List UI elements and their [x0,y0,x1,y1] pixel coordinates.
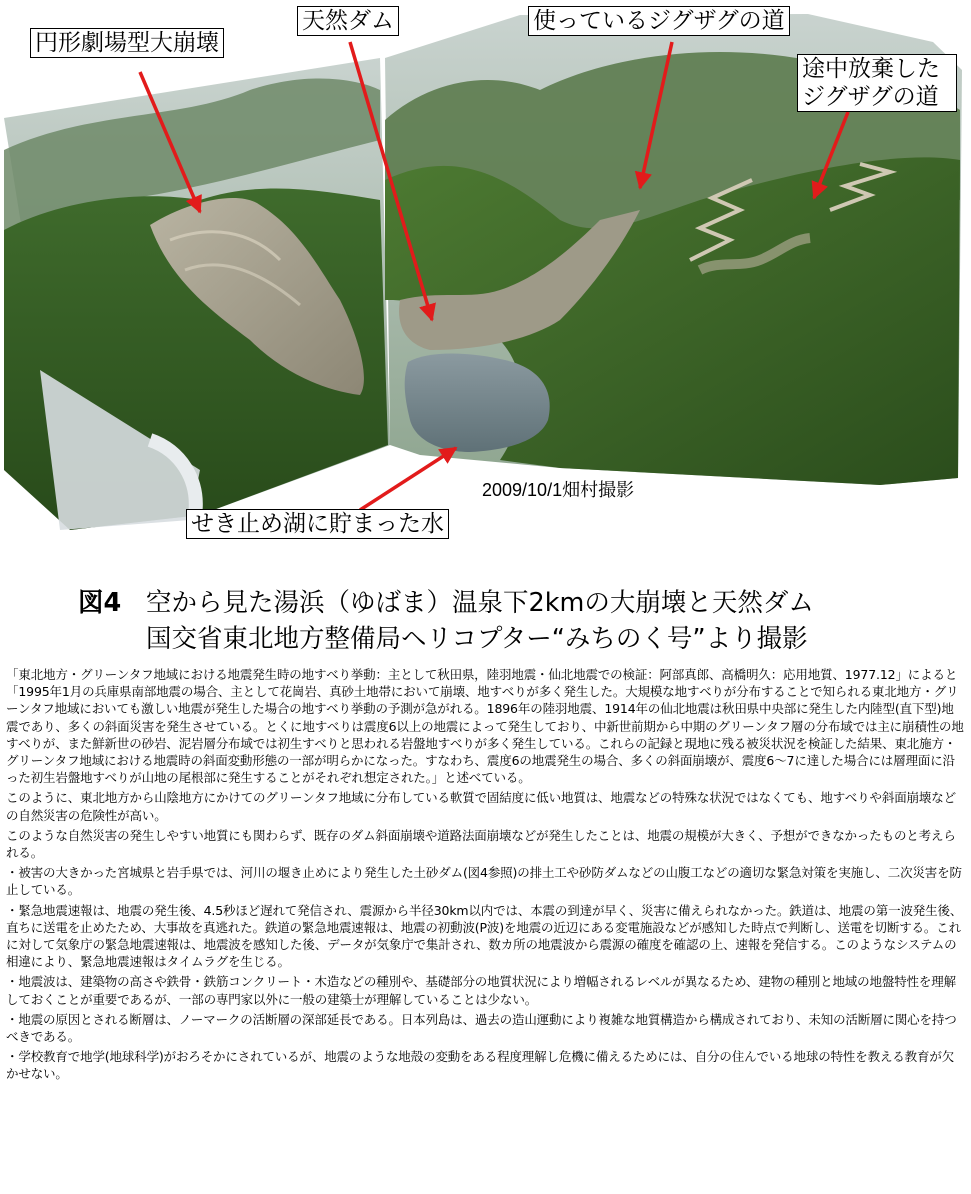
label-road-abandoned-line2: ジグザグの道 [802,84,939,110]
label-road-in-use: 使っているジグザグの道 [528,6,790,36]
caption-line-2: 国交省東北地方整備局ヘリコプター“みちのく号”より撮影 [146,624,808,654]
label-road-abandoned-line1: 途中放棄した [802,56,940,82]
bullet-paragraph: ・地震の原因とされる断層は、ノーマークの活断層の深部延長である。日本列島は、過去の造山運動により複雑な地質構造から構成されており、未知の活断層に関心を持つべきである。 [6,1011,957,1045]
arrow-water [360,448,456,510]
label-road-abandoned [797,54,957,112]
caption-line-1 [78,585,958,621]
bullet-paragraph: ・緊急地震速報は、地震の発生後、4.5秒ほど遅れて発信され、震源から半径30km以内では、本震の到達が早く、災害に備えられなかった。鉄道は、地震の第一波発生後、直ちに送電を止めたため、大事故を真逃れた。鉄道の緊急地震速報は、地震の初動波(P波)を地震の近辺にある変電施設などが感知した時点で判断し、送電を切断する。これに対して気象庁の緊急地震速報は、地震波を感知した後、データが気象庁で集計され、数カ所の地震波から震源の確度を確認の上、速報を発信する。このようなシステムの相違により、緊急地震速報はタイムラグを生じる。 [6,902,963,970]
figure-number: 図4 [78,588,122,618]
photo-credit: 2009/10/1畑村撮影 [482,480,635,500]
paragraph: このような自然災害の発生しやすい地質にも関わらず、既存のダム斜面崩壊や道路法面崩壊などが発生したことは、地震の規模が大きく、予想ができなかったものと考えられる。 [6,827,956,861]
bullet-paragraph: ・地震波は、建築物の高さや鉄骨・鉄筋コンクリート・木造などの種別や、基礎部分の地質状況により増幅されるレベルが異なるため、建物の種別と地域の地盤特性を理解しておくことが重要であるが、一部の専門家以外に一般の建築士が理解していることは少ない。 [6,974,956,1007]
caption-title: 空から見た湯浜（ゆばま）温泉下2kmの大崩壊と天然ダム [146,588,814,618]
photo-frame-left [4,58,390,530]
label-natural-dam: 天然ダム [297,6,399,36]
bullet-paragraph: ・学校教育で地学(地球科学)がおろそかにされているが、地震のような地殻の変動をある程度理解し危機に備えるためには、自分の住んでいる地球の特性を教える教育が欠かせない。 [6,1049,955,1082]
body-text [6,666,966,1086]
bullet-paragraph: ・被害の大きかった宮城県と岩手県では、河川の堰き止めにより発生した土砂ダム(図4参照)の排土工や砂防ダムなどの山腹工などの適切な緊急対策を実施し、二次災害を防止している。 [6,865,962,898]
label-cirque-landslide: 円形劇場型大崩壊 [30,28,224,58]
figure-caption [78,585,958,657]
label-dammed-lake-water: せき止め湖に貯まった水 [186,509,449,539]
paragraph: このように、東北地方から山陰地方にかけてのグリーンタフ地域に分布している軟質で固結度に低い地質は、地震などの特殊な状況ではなくても、地すべりや斜面崩壊などの自然災害の危険性が高い。 [6,790,956,823]
paragraph-quote: 「東北地方・グリーンタフ地域における地震発生時の地すべり挙動：主として秋田県，陸羽地震・仙北地震での検証：阿部真郎、高橋明久：応用地質、1977.12」によると「1995年1月の兵庫県南部地震の場合、主として花崗岩、真砂土地帯において崩壊、地すべりが多く発生した。大規模な地すべりが分布することで知られる東北地方・グリーンタフ地域においても激しい地震が発生した場合の地すべり挙動の予測が急がれる。1896年の陸羽地震、1914年の仙北地震は秋田県中央部に発生した内陸型(直下型)地震であり、多くの斜面災害を発生させている。とくに地すべりは震度6以上の地震によって発生しており、中新世前期から中期のグリーンタフ層の分布域では主に崩積性の地すべりが、また鮮新世の砂岩、泥岩層分布域では初生すべりと思われる岩盤地すべりが多く発生している。これらの記録と現地に残る被災状況を検証した結果、東北施方・グリーンタフ地域における地震時の斜面変動形態の一部が明らかになった。すなわち、震度6の地震発生の場合、多くの斜面崩壊が、震度6～7に達した場合には層理面に沿った初生岩盤地すべりが山地の尾根部に発生することがそれぞれ想定された。」と述べている。 [6,667,964,786]
